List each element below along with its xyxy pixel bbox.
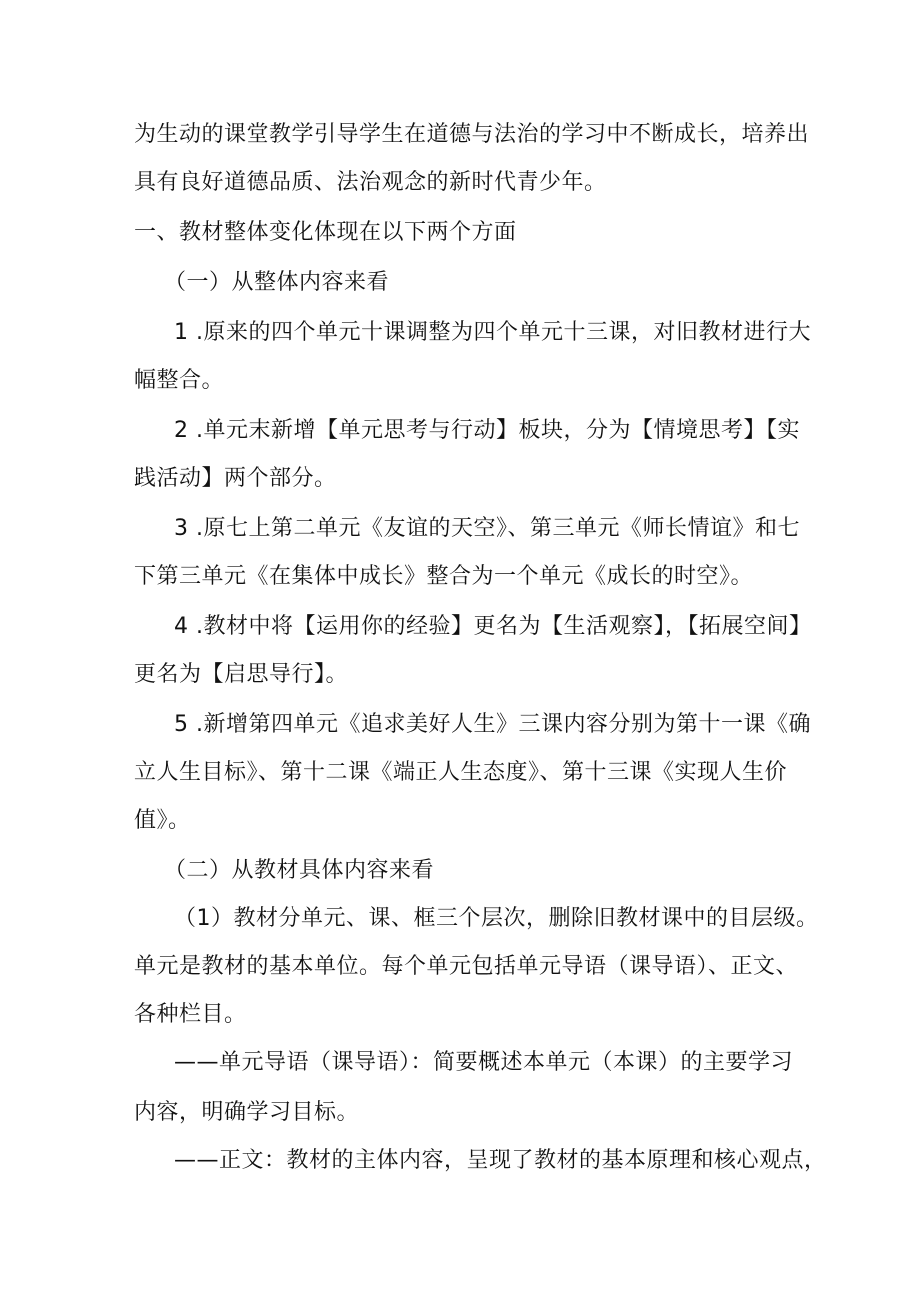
- list-item-line: 5 .新增第四单元《追求美好人生》三课内容分别为第十一课《确: [174, 712, 811, 737]
- paragraph-line: 各种栏目。: [134, 1002, 247, 1027]
- list-item-line: 立人生目标》、第十二课《端正人生态度》、第十三课《实现人生价: [134, 760, 788, 785]
- list-item-line: 1 .原来的四个单元十课调整为四个单元十三课，对旧教材进行大: [174, 320, 811, 345]
- paragraph-line: 单元是教材的基本单位。每个单元包括单元导语（课导语）、正文、: [134, 954, 799, 979]
- subsection-heading: （二）从教材具体内容来看: [164, 858, 435, 883]
- paragraph-line: 具有良好道德品质、法治观念的新时代青少年。: [134, 170, 607, 195]
- subsection-heading: （一）从整体内容来看: [164, 270, 390, 295]
- paragraph-line: （1）教材分单元、课、框三个层次，删除旧教材课中的目层级。: [174, 906, 819, 931]
- paragraph-line: 为生动的课堂教学引导学生在道德与法治的学习中不断成长，培养出: [134, 122, 810, 147]
- paragraph-line: ——正文：教材的主体内容，呈现了教材的基本原理和核心观点，: [174, 1148, 827, 1173]
- paragraph-line: ——单元导语（课导语）：简要概述本单元（本课）的主要学习: [174, 1050, 794, 1075]
- paragraph-line: 内容，明确学习目标。: [134, 1100, 360, 1125]
- list-item-line: 下第三单元《在集体中成长》整合为一个单元《成长的时空》。: [134, 564, 754, 589]
- list-item-line: 值》。: [134, 808, 191, 833]
- list-item-line: 2 .单元末新增【单元思考与行动】板块，分为【情境思考】【实: [174, 418, 800, 443]
- section-heading: 一、教材整体变化体现在以下两个方面: [134, 220, 517, 245]
- list-item-line: 3 .原七上第二单元《友谊的天空》、第三单元《师长情谊》和七: [174, 516, 800, 541]
- list-item-line: 4 .教材中将【运用你的经验】更名为【生活观察】，【拓展空间】: [174, 614, 812, 639]
- list-item-line: 幅整合。: [134, 368, 225, 393]
- list-item-line: 践活动】两个部分。: [134, 466, 337, 491]
- list-item-line: 更名为【启思导行】。: [134, 662, 349, 687]
